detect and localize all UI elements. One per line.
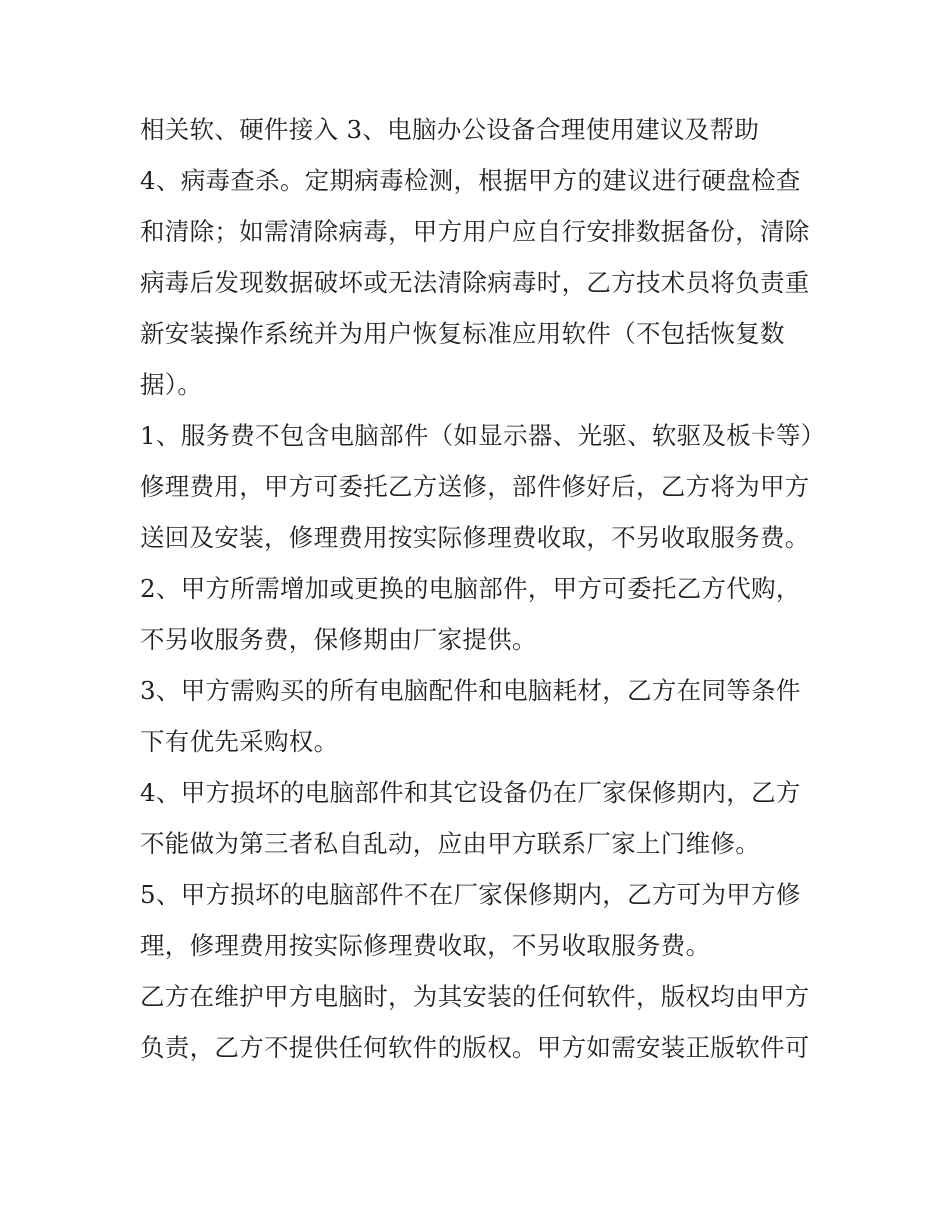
paragraph-4: 2、甲方所需增加或更换的电脑部件，甲方可委托乙方代购，不另收服务费，保修期由厂家提供。 <box>140 574 801 654</box>
paragraph-2: 4、病毒查杀。定期病毒检测，根据甲方的建议进行硬盘检查和清除；如需清除病毒，甲方用户应自行安排数据备份，清除病毒后发现数据破坏或无法清除病毒时，乙方技术员将负责重新安装操作系统并为用户恢复标准应用软件（不包括恢复数据）。 <box>140 166 810 399</box>
document-body <box>140 104 820 1073</box>
paragraph-6: 4、甲方损坏的电脑部件和其它设备仍在厂家保修期内，乙方不能做为第三者私自乱动，应由甲方联系厂家上门维修。 <box>140 778 801 858</box>
paragraph-3: 1、服务费不包含电脑部件（如显示器、光驱、软驱及板卡等）修理费用，甲方可委托乙方送修，部件修好后，乙方将为甲方送回及安装，修理费用按实际修理费收取，不另收取服务费。 <box>140 421 814 552</box>
paragraph-8: 乙方在维护甲方电脑时，为其安装的任何软件，版权均由甲方负责，乙方不提供任何软件的版权。甲方如需安装正版软件可 <box>140 982 810 1062</box>
paragraph-1: 相关软、硬件接入 3、电脑办公设备合理使用建议及帮助 <box>140 115 760 144</box>
paragraph-7: 5、甲方损坏的电脑部件不在厂家保修期内，乙方可为甲方修理，修理费用按实际修理费收取，不另收取服务费。 <box>140 880 801 960</box>
paragraph-5: 3、甲方需购买的所有电脑配件和电脑耗材，乙方在同等条件下有优先采购权。 <box>140 676 801 756</box>
